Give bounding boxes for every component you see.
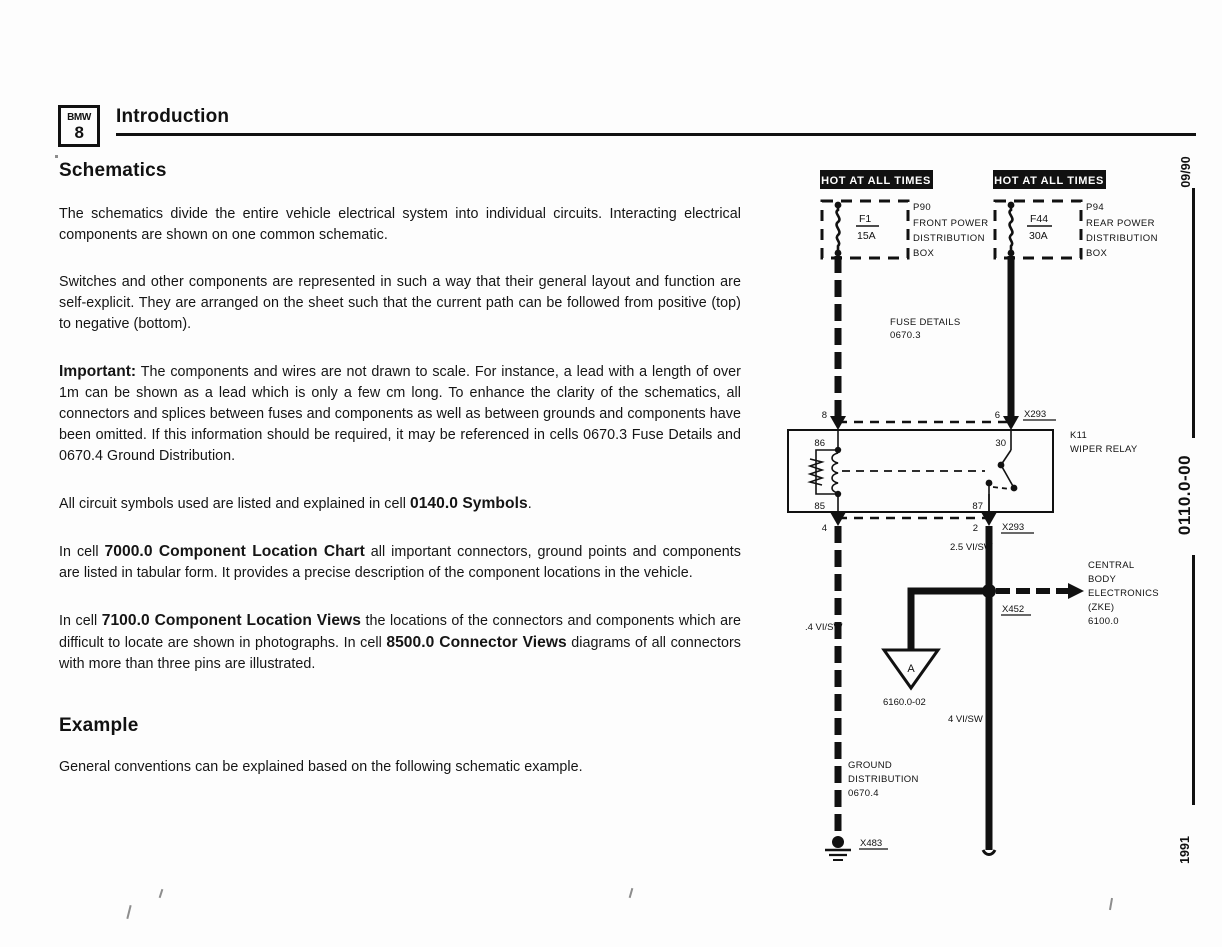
left-fuse-element (837, 204, 840, 256)
left-fuse-id-label: F1 (859, 213, 872, 225)
paragraph-switches: Switches and other components are represented in such a way that their general layout and function are self-explicit. They are arranged on the sheet such that the current path can be followed from positive (top) to negative (bottom). (59, 274, 741, 332)
ground-point-symbol (825, 836, 851, 860)
cbe-line2: BODY (1088, 574, 1117, 585)
views-text-pre: In cell (59, 613, 102, 629)
left-box-name-line3: BOX (913, 248, 935, 259)
cbe-line1: CENTRAL (1088, 560, 1135, 571)
wire-pin2-terminus (983, 850, 995, 855)
ground-reference-letter: A (907, 663, 915, 675)
relay-pin-6-label: 6 (994, 410, 1000, 421)
relay-pin-86-label: 86 (814, 438, 825, 449)
relay-contact-closed-node (1011, 485, 1018, 492)
right-fuse-element (1010, 204, 1013, 256)
fuse-details-note (890, 317, 960, 341)
ground-point-label: X483 (860, 838, 883, 849)
bmw-logo-badge (58, 105, 100, 147)
cbe-line3: ELECTRONICS (1088, 588, 1159, 599)
left-fuse-bottom-node (835, 250, 842, 257)
important-label: Important: (59, 363, 137, 380)
schematic-diagram (780, 160, 1180, 870)
paragraph-important (59, 361, 741, 467)
relay-coil-winding (832, 453, 838, 493)
cbe-line5: 6100.0 (1088, 616, 1119, 627)
right-fuse-box-group (993, 170, 1158, 259)
page-header (58, 103, 1138, 147)
scan-speck (159, 889, 164, 898)
relay-code-label: K11 (1070, 430, 1088, 441)
wire-branch-to-ground-symbol (911, 591, 989, 650)
scan-speck (126, 905, 131, 919)
margin-date-label: 09/90 (1179, 156, 1193, 188)
scan-speck (55, 155, 58, 158)
connector-x293-bottom-label: X293 (1002, 522, 1025, 533)
splice-x452-label: X452 (1002, 604, 1025, 615)
important-body: The components and wires are not drawn to scale. For instance, a lead with a length of over 1m can be shown as a lead which is only a few cm long. To enhance the clarity of the schematics, all connectors and splices between fuses and components as well as between grounds and components have been omitted. If this information should be required, it may be referenced in cells 0670.3 Fuse Details and 0670.4 Ground Distribution. (59, 364, 741, 464)
heading-schematics: Schematics (59, 160, 167, 181)
right-fuse-id-label: F44 (1030, 213, 1049, 225)
cell-ref-symbols: 0140.0 Symbols (409, 495, 528, 512)
wire-label-4-vi-sw: 4 VI/SW (948, 714, 983, 725)
margin-rule-bottom (1192, 555, 1195, 805)
left-fuse-rating-label: 15A (857, 230, 876, 242)
right-box-name-line2: DISTRIBUTION (1086, 233, 1158, 244)
views-text-post: diagrams of all connectors with more than three pins are illustrated. (59, 635, 742, 672)
ground-distribution-line3: 0670.4 (848, 788, 879, 799)
right-hot-banner-label: HOT AT ALL TIMES (994, 175, 1104, 187)
cell-ref-location-chart: 7000.0 Component Location Chart (104, 543, 365, 560)
relay-group (788, 409, 1138, 534)
relay-contact-blade (1001, 465, 1014, 488)
bmw-series-text: 8 (74, 122, 84, 142)
scan-speck (1109, 898, 1113, 910)
paragraph-example: General conventions can be explained based on the following schematic example. (59, 759, 583, 775)
cell-ref-connector-views: 8500.0 Connector Views (386, 634, 567, 651)
relay-pin-30-label: 30 (995, 438, 1006, 449)
right-fuse-bottom-node (1008, 250, 1015, 257)
relay-name-label: WIPER RELAY (1070, 444, 1138, 455)
left-fuse-box-group (820, 170, 988, 259)
relay-pin-87-label: 87 (972, 501, 983, 512)
left-box-code-label: P90 (913, 202, 932, 213)
ground-distribution-line2: DISTRIBUTION (848, 774, 919, 785)
arrow-central-body-electronics (1068, 583, 1084, 599)
header-divider (116, 133, 1196, 136)
paragraph-location-chart (59, 541, 741, 584)
text-column (59, 160, 741, 778)
relay-contact-dashed-link (993, 487, 1010, 489)
ground-reference-code: 6160.0-02 (883, 697, 926, 708)
chart-text-pre: In cell (59, 544, 105, 560)
fuse-details-line2: 0670.3 (890, 330, 921, 341)
right-fuse-top-node (1008, 202, 1015, 209)
margin-year-label: 1991 (1178, 836, 1192, 864)
left-box-name-line2: DISTRIBUTION (913, 233, 985, 244)
scan-speck (629, 888, 634, 898)
paragraph-symbols (59, 493, 741, 515)
wire-label-2-5-vi-sw: 2.5 VI/SW (950, 542, 993, 553)
relay-body-outline (788, 430, 1053, 512)
ground-point-node (832, 836, 844, 848)
ground-distribution-line1: GROUND (848, 760, 893, 771)
cell-ref-location-views: 7100.0 Component Location Views (101, 612, 361, 629)
wire-label-04-vi-sw: .4 VI/SW (805, 622, 843, 633)
bmw-brand-text: BMW (67, 111, 91, 123)
chart-text-post: all important connectors, ground points and components are listed in tabular form. It provides a precise description of the component locations in the vehicle. (59, 544, 741, 581)
paragraph-location-views (59, 610, 741, 675)
views-text-mid: the locations of the connectors and components which are difficult to locate are shown in photographs. In cell (59, 613, 741, 651)
symbols-text-pre: All circuit symbols used are listed and explained in cell (59, 496, 410, 512)
connector-x293-top-label: X293 (1024, 409, 1047, 420)
relay-pin-4-label: 4 (821, 523, 827, 534)
left-box-name-line1: FRONT POWER (913, 218, 989, 229)
margin-cell-number: 0110.0-00 (1175, 454, 1194, 536)
left-fuse-top-node (835, 202, 842, 209)
cbe-line4: (ZKE) (1088, 602, 1115, 613)
right-box-code-label: P94 (1086, 202, 1105, 213)
right-box-name-line1: REAR POWER (1086, 218, 1155, 229)
margin-rule-top (1192, 188, 1195, 438)
relay-pin-8-label: 8 (821, 410, 827, 421)
page-title: Introduction (116, 106, 230, 127)
relay-pin-2-label: 2 (972, 523, 978, 534)
symbols-text-post: . (527, 496, 532, 512)
fuse-details-line1: FUSE DETAILS (890, 317, 961, 328)
relay-pin-85-label: 85 (814, 501, 825, 512)
right-box-name-line3: BOX (1086, 248, 1108, 259)
paragraph-schematics-intro: The schematics divide the entire vehicle electrical system into individual circuits. Interacting electrical components are shown on one common schematic. (59, 206, 741, 243)
heading-example: Example (59, 715, 139, 736)
left-hot-banner-label: HOT AT ALL TIMES (821, 175, 931, 187)
right-fuse-rating-label: 30A (1029, 230, 1048, 242)
